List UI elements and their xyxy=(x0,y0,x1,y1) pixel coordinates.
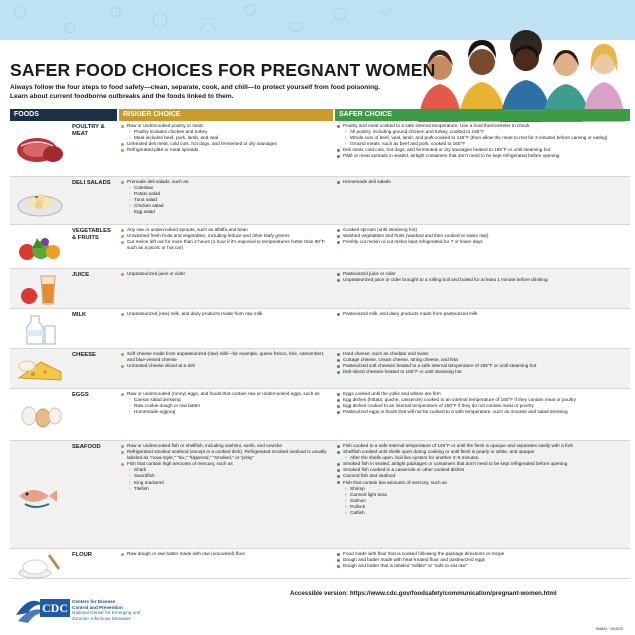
safer-item-text: Pasteurized juice or cider xyxy=(343,271,396,276)
riskier-subitem: › Chicken salad xyxy=(129,203,330,209)
safer-item-text: Canned fish and seafood xyxy=(343,473,396,479)
food-category-label: SEAFOOD xyxy=(72,444,101,450)
riskier-subitem: › Meat includes beef, pork, lamb, and veal xyxy=(129,135,330,141)
document-code: 365854 · 09/2023 xyxy=(595,627,623,631)
cdc-logo-icon xyxy=(12,591,72,625)
column-header-safer: SAFER CHOICE xyxy=(335,109,630,121)
safer-item-text: Pasteurized soft cheeses heated to a safe internal temperature of 165°F or until steaming hot xyxy=(343,363,537,369)
riskier-choice-cell xyxy=(117,309,333,348)
riskier-item-text: Unheated deli meat, cold cuts, hot dogs, and fermented or dry sausages xyxy=(127,141,277,147)
safer-list xyxy=(337,271,627,283)
safer-item-text: Freshly cut melon or cut melon kept refrigerated for 7 or fewer days xyxy=(343,239,483,245)
riskier-item-text: Cut melon left out for more than 2 hours (1 hour if it's exposed to temperatures hotter than 90°F, such as a picnic or hot car) xyxy=(127,239,326,251)
flour-icon xyxy=(10,549,70,578)
riskier-item-text: Unheated cheese sliced at a deli xyxy=(127,363,195,369)
safer-subitem: › Shrimp xyxy=(345,486,627,492)
riskier-item xyxy=(121,311,330,317)
safer-item-text: Food made with flour that is cooked following the package directions or recipe xyxy=(343,551,505,556)
riskier-choice-cell xyxy=(117,389,333,440)
riskier-subitem: › Potato salad xyxy=(129,191,330,197)
safer-item-text: Poultry and meat cooked to a safe internal temperature. Use a food thermometer to check. xyxy=(343,123,531,128)
riskier-item-text: Unpasteurized juice or cider xyxy=(127,271,186,276)
safer-item-text: Eggs cooked until the yolks and whites are firm xyxy=(343,391,441,396)
safer-item-text: Pâté or meat spreads in sealed, airtight containers that don't need to be kept refrigerated before opening xyxy=(343,153,560,159)
riskier-item-text: Unwashed fresh fruits and vegetables, including lettuce and other leafy greens xyxy=(127,233,290,239)
table-row xyxy=(10,269,630,309)
table-row xyxy=(10,121,630,177)
safer-item-text: Pasteurized eggs in foods that will not be cooked to a safe temperature, such as mousse and salad dressing xyxy=(343,409,568,415)
safer-item-text: Homemade deli salads xyxy=(343,179,391,184)
safer-choice-cell xyxy=(333,389,630,440)
riskier-sublist xyxy=(129,129,330,141)
seafood-icon xyxy=(10,441,70,548)
safer-list xyxy=(337,227,627,245)
safer-item-text: Deli-sliced cheeses heated to 165°F or until steaming hot xyxy=(343,369,462,375)
riskier-list xyxy=(121,551,330,557)
riskier-item xyxy=(121,239,330,251)
intro-text xyxy=(10,84,430,101)
riskier-item xyxy=(121,391,330,415)
milk-bottle-icon xyxy=(10,309,70,348)
riskier-list xyxy=(121,351,330,369)
riskier-subitem: › King mackerel xyxy=(129,480,330,486)
riskier-item-text: Refrigerated smoked seafood (except in a cooked dish). Refrigerated smoked seafood is usually labeled as "nova-style," "lox," "kippered," "smoked," or "jerky" xyxy=(127,449,327,461)
riskier-list xyxy=(121,227,330,251)
food-category-label: DELI SALADS xyxy=(72,180,111,186)
food-category-label: JUICE xyxy=(72,272,90,278)
riskier-choice-cell xyxy=(117,549,333,578)
riskier-item-text: Premade deli salads, such as: xyxy=(127,179,190,184)
table-body xyxy=(10,121,630,579)
riskier-item xyxy=(121,551,330,557)
cdc-org-name xyxy=(72,599,140,621)
safer-item xyxy=(337,369,627,375)
safer-subitem: › Whole cuts of beef, veal, lamb, and pork cooked to 145°F (then allow the meat to rest for 3 minutes before carving or eating) xyxy=(345,135,627,141)
riskier-list xyxy=(121,443,330,492)
riskier-subitem: › Caesar salad dressing xyxy=(129,397,330,403)
safer-subitem: › Catfish xyxy=(345,510,627,516)
riskier-item-text: Raw or undercooked fish or shellfish, including sashimi, sushi, and ceviche xyxy=(127,443,283,448)
column-header-foods: FOODS xyxy=(10,109,117,121)
riskier-item-text: Soft cheese made from unpasteurized (raw) milk—for example, queso fresco, brie, camembert, and blue-veined cheese xyxy=(127,351,325,363)
riskier-item xyxy=(121,351,330,363)
safer-item-text: Cooked sprouts (until steaming hot) xyxy=(343,227,417,232)
riskier-choice-cell xyxy=(117,349,333,388)
eggs-icon xyxy=(10,389,70,440)
safer-choice-cell xyxy=(333,121,630,176)
safer-item xyxy=(337,153,627,159)
safer-sublist xyxy=(345,486,627,516)
safer-item-text: Hard cheese, such as cheddar and swiss xyxy=(343,351,429,356)
safer-item-text: Fish cooked to a safe internal temperature of 145°F or until the flesh is opaque and separates easily with a fork xyxy=(343,443,573,448)
safer-item-text: Egg dishes cooked to an internal temperature of 160°F if they do not contain meat or poultry xyxy=(343,403,534,409)
safer-item-text: Smoked fish in sealed, airtight packages or containers that don't need to be kept refrigerated before opening xyxy=(343,461,568,467)
riskier-item-text: Raw or undercooked (runny) eggs, and foods that contain raw or undercooked eggs, such as xyxy=(127,391,320,396)
riskier-item-text: Unpasteurized (raw) milk, and dairy products made from raw milk xyxy=(127,311,263,316)
riskier-list xyxy=(121,391,330,415)
women-illustration xyxy=(410,12,625,122)
riskier-subitem: › Coleslaw xyxy=(129,185,330,191)
safer-choice-cell xyxy=(333,549,630,578)
safer-choice-cell xyxy=(333,225,630,268)
riskier-sublist xyxy=(129,185,330,215)
riskier-subitem: › Swordfish xyxy=(129,473,330,479)
food-category-label: EGGS xyxy=(72,392,89,398)
food-choices-table xyxy=(10,109,630,579)
safer-choice-cell xyxy=(333,269,630,308)
safer-item-text: Pasteurized milk, and dairy products made from pasteurized milk xyxy=(343,311,478,316)
safer-item xyxy=(337,480,627,517)
food-category-label: FLOUR xyxy=(72,552,92,558)
riskier-item-text: Fish that contain high amounts of mercury, such as xyxy=(127,461,233,467)
table-row xyxy=(10,309,630,349)
org-line: Control and Prevention xyxy=(72,604,123,610)
riskier-subitem: › Shark xyxy=(129,467,330,473)
safer-list xyxy=(337,391,627,415)
riskier-sublist xyxy=(129,467,330,491)
safer-item-text: Deli meat, cold cuts, hot dogs, and fermented or dry sausages heated to 165°F or until steaming hot xyxy=(343,147,551,153)
riskier-choice-cell xyxy=(117,121,333,176)
riskier-item xyxy=(121,123,330,141)
riskier-subitem: › Tilefish xyxy=(129,486,330,492)
safer-subitem: › Canned light tuna xyxy=(345,492,627,498)
table-row xyxy=(10,225,630,269)
safer-item-text: Smoked fish cooked in a casserole or other cooked dishes xyxy=(343,467,465,473)
cheese-icon xyxy=(10,349,70,388)
safer-subitem: › Salmon xyxy=(345,498,627,504)
safer-list xyxy=(337,443,627,516)
riskier-item xyxy=(121,363,330,369)
riskier-subitem: › Homemade eggnog xyxy=(129,409,330,415)
safer-list xyxy=(337,179,627,185)
safer-choice-cell xyxy=(333,309,630,348)
safer-subitem: › Ground meats, such as beef and pork, cooked to 160°F xyxy=(345,141,627,147)
riskier-item-text: Raw or undercooked poultry or meat xyxy=(127,123,203,128)
riskier-item xyxy=(121,147,330,153)
riskier-subitem: › Raw cookie dough or raw batter xyxy=(129,403,330,409)
safer-subitem: › Pollock xyxy=(345,504,627,510)
riskier-subitem: › Egg salad xyxy=(129,209,330,215)
riskier-choice-cell xyxy=(117,177,333,224)
safer-list xyxy=(337,311,627,317)
food-category-label: CHEESE xyxy=(72,352,96,358)
safer-item xyxy=(337,179,627,185)
page-title: SAFER FOOD CHOICES FOR PREGNANT WOMEN xyxy=(10,60,436,80)
safer-choice-cell xyxy=(333,177,630,224)
safer-choice-cell xyxy=(333,349,630,388)
riskier-item-text: Raw dough or raw batter made with raw (uncooked) flour xyxy=(127,551,246,556)
safer-sublist xyxy=(345,129,627,147)
riskier-subitem: › Tuna salad xyxy=(129,197,330,203)
riskier-item xyxy=(121,449,330,461)
safer-list xyxy=(337,551,627,569)
riskier-list xyxy=(121,123,330,153)
riskier-item xyxy=(121,461,330,491)
accessible-version-link[interactable]: https://www.cdc.gov/foodsafety/communication/pregnant-women.html xyxy=(349,590,557,597)
safer-item-text: Unpasteurized juice or cider brought to a rolling boil and boiled for at least 1 minute before drinking xyxy=(343,277,548,283)
riskier-item xyxy=(121,179,330,216)
safer-item-text: Fish that contain low amounts of mercury, such as xyxy=(343,479,447,485)
intro-line: Always follow the four steps to food safety—clean, separate, cook, and chill—to protect yourself from food poisoning. xyxy=(10,84,381,91)
safer-item xyxy=(337,449,627,461)
fruits-vegetables-icon xyxy=(10,225,70,268)
riskier-choice-cell xyxy=(117,441,333,548)
safer-item xyxy=(337,239,627,245)
safer-choice-cell xyxy=(333,441,630,548)
food-category-label: MILK xyxy=(72,312,87,318)
food-category-label: VEGETABLES & FRUITS xyxy=(72,228,111,241)
safer-item-text: Washed vegetables and fruits (washed and then cooked or eaten raw) xyxy=(343,233,489,239)
riskier-sublist xyxy=(129,397,330,415)
safer-item xyxy=(337,563,627,569)
safer-item-text: Dough and batter made with heat-treated flour and pasteurized eggs xyxy=(343,557,486,563)
riskier-list xyxy=(121,179,330,216)
riskier-item xyxy=(121,271,330,277)
safer-item xyxy=(337,311,627,317)
table-row xyxy=(10,389,630,441)
center-line: National Center for Emerging and xyxy=(72,610,141,616)
safer-item-text: Cottage cheese, cream cheese, string cheese, and feta xyxy=(343,357,458,363)
cdc-logo-text: CDC xyxy=(42,601,68,615)
table-row xyxy=(10,441,630,549)
deli-salad-icon xyxy=(10,177,70,224)
safer-subitem: › All poultry, including ground chicken and turkey, cooked to 165°F xyxy=(345,129,627,135)
column-header-riskier: RISKIER CHOICE xyxy=(119,109,333,121)
riskier-list xyxy=(121,271,330,277)
accessible-label: Accessible version: xyxy=(290,590,349,597)
riskier-choice-cell xyxy=(117,225,333,268)
table-row xyxy=(10,549,630,579)
raw-meat-icon xyxy=(10,121,70,176)
juice-glass-icon xyxy=(10,269,70,308)
riskier-subitem: › Poultry includes chicken and turkey xyxy=(129,129,330,135)
safer-list xyxy=(337,123,627,160)
riskier-item-text: Any raw or undercooked sprouts, such as alfalfa and bean xyxy=(127,227,248,232)
safer-item-text: Shellfish cooked until shells open during cooking or until flesh is pearly or white, and opaque xyxy=(343,449,535,455)
safer-item xyxy=(337,123,627,147)
table-row xyxy=(10,177,630,225)
riskier-choice-cell xyxy=(117,269,333,308)
accessible-version xyxy=(290,590,557,597)
intro-line: Learn about current foodborne outbreaks and the foods linked to them. xyxy=(10,92,234,100)
safer-subitem: › After the shells open, boil live oysters for another 3–5 minutes. xyxy=(345,455,627,461)
table-row xyxy=(10,349,630,389)
safer-item xyxy=(337,409,627,415)
safer-item-text: Egg dishes (frittata, quiche, casserole) cooked to an internal temperature of 160°F if they contain meat or poultry xyxy=(343,397,576,403)
safer-list xyxy=(337,351,627,375)
safer-item xyxy=(337,277,627,283)
center-line: Zoonotic Infectious Diseases xyxy=(72,615,131,621)
table-header xyxy=(10,109,630,121)
safer-item-text: Dough and batter that is labeled "edible" or "safe to eat raw" xyxy=(343,563,468,569)
org-line: Centers for Disease xyxy=(72,599,116,604)
riskier-item-text: Refrigerated pâté or meat spreads xyxy=(127,147,199,153)
food-category-label: POULTRY & MEAT xyxy=(72,124,105,137)
riskier-list xyxy=(121,311,330,317)
